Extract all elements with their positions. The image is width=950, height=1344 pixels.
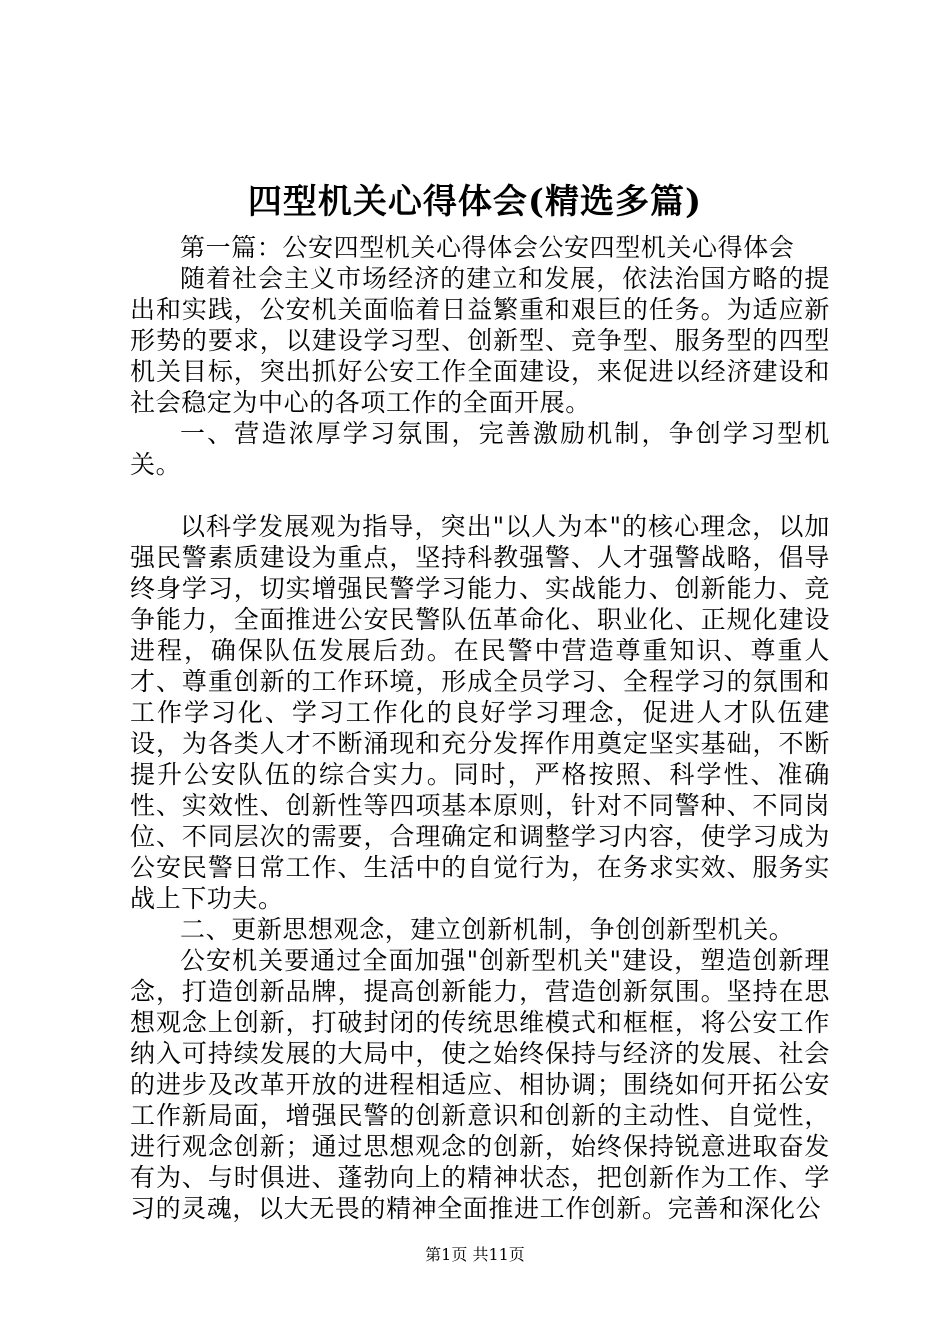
paragraph-heading: 第一篇：公安四型机关心得体会公安四型机关心得体会 — [180, 233, 795, 262]
document-title: 四型机关心得体会(精选多篇) — [247, 182, 703, 222]
section-heading: 一、营造浓厚学习氛围，完善激励机制，争创学习型机关。 — [130, 419, 830, 479]
paragraph: 随着社会主义市场经济的建立和发展，依法治国方略的提出和实践，公安机关面临着日益繁重和艰巨的任务。为适应新形势的要求，以建设学习型、创新型、竞争型、服务型的四型机关目标，突出抓好公安工作全面建设，来促进以经济建设和社会稳定为中心的各项工作的全面开展。 — [130, 264, 830, 417]
paragraph: 以科学发展观为指导，突出"以人为本"的核心理念，以加强民警素质建设为重点，坚持科教强警、人才强警战略，倡导终身学习，切实增强民警学习能力、实战能力、创新能力、竞争能力，全面推进公安民警队伍革命化、职业化、正规化建设进程，确保队伍发展后劲。在民警中营造尊重知识、尊重人才、尊重创新的工作环境，形成全员学习、全程学习的氛围和工作学习化、学习工作化的良好学习理念，促进人才队伍建设，为各类人才不断涌现和充分发挥作用奠定坚实基础，不断提升公安队伍的综合实力。同时，严格按照、科学性、准确性、实效性、创新性等四项基本原则，针对不同警种、不同岗位、不同层次的需要，合理确定和调整学习内容，使学习成为公安民警日常工作、生活中的自觉行为，在务求实效、服务实战上下功夫。 — [130, 512, 830, 913]
page-number-footer: 第1页 共11页 — [425, 1245, 525, 1264]
paragraph: 公安机关要通过全面加强"创新型机关"建设，塑造创新理念，打造创新品牌，提高创新能力，营造创新氛围。坚持在思想观念上创新，打破封闭的传统思维模式和框框，将公安工作纳入可持续发展的大局中，使之始终保持与经济的发展、社会的进步及改革开放的进程相适应、相协调；围绕如何开拓公安工作新局面，增强民警的创新意识和创新的主动性、自觉性，进行观念创新；通过思想观念的创新，始终保持锐意进取奋发有为、与时俱进、蓬勃向上的精神状态，把创新作为工作、学习的灵魂，以大无畏的精神全面推进工作创新。完善和深化公 — [130, 946, 830, 1223]
document-body — [130, 232, 830, 1224]
section-heading: 二、更新思想观念，建立创新机制，争创创新型机关。 — [180, 915, 795, 944]
